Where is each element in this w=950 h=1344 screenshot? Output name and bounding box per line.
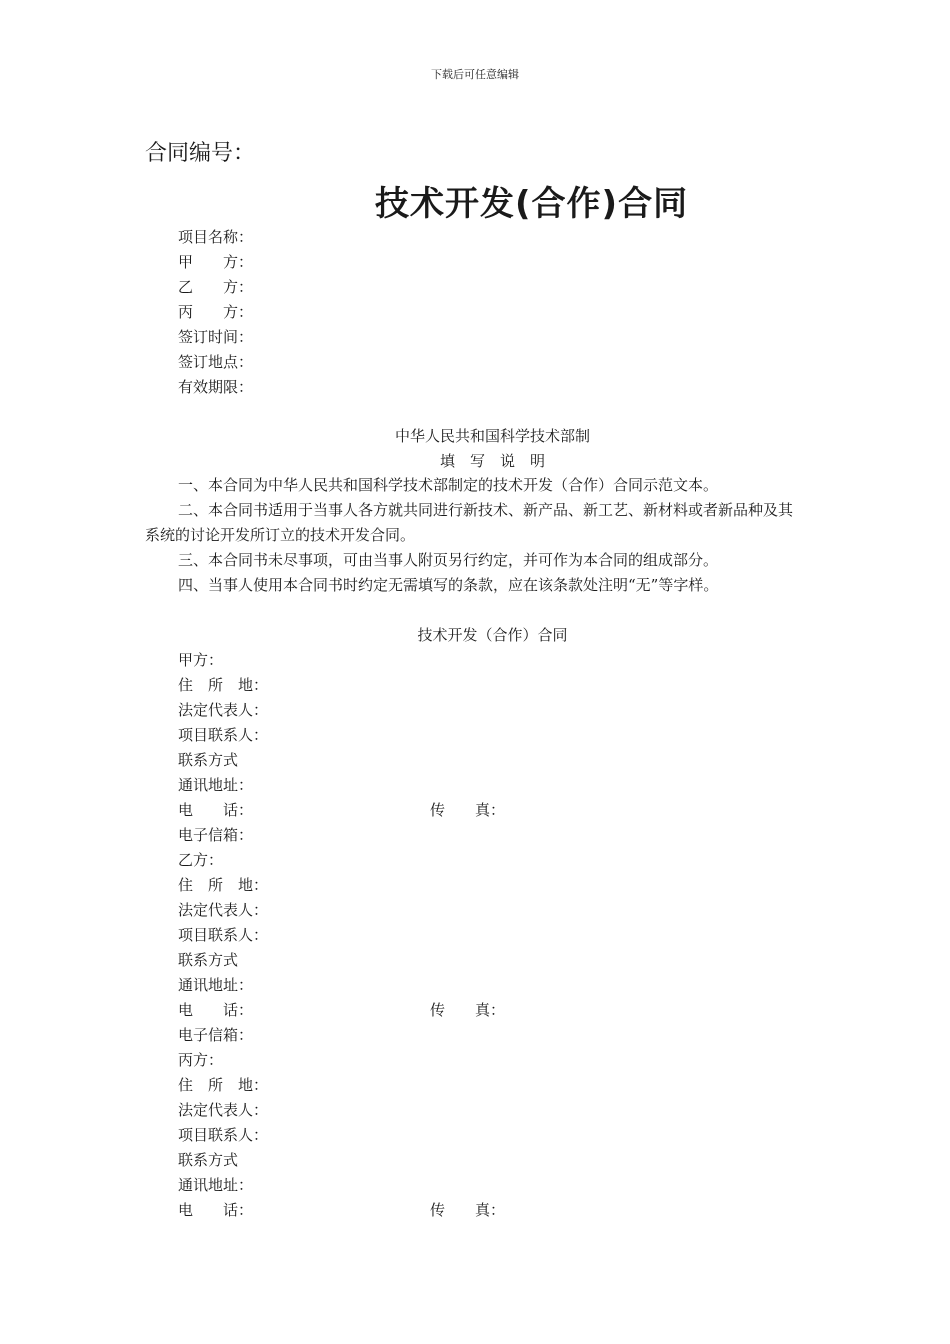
party-c-address: 住 所 地：: [178, 1076, 269, 1094]
party-b-fax: 传 真：: [430, 1001, 506, 1019]
party-a-fax: 传 真：: [430, 801, 506, 819]
party-b-phone: 电 话：: [178, 1001, 254, 1019]
party-a-contact-person: 项目联系人：: [178, 726, 269, 744]
party-c-phone: 电 话：: [178, 1201, 254, 1219]
party-b-contact-person: 项目联系人：: [178, 926, 269, 944]
party-a-address: 住 所 地：: [178, 676, 269, 694]
instruction-item: 一、本合同为中华人民共和国科学技术部制定的技术开发（合作）合同示范文本。: [178, 476, 719, 494]
party-a-name: 甲方：: [178, 651, 224, 669]
party-b-email: 电子信箱：: [178, 1026, 254, 1044]
cover-field-sign-place: 签订地点：: [178, 353, 254, 371]
instruction-item: 四、当事人使用本合同书时约定无需填写的条款，应在该条款处注明“无”等字样。: [178, 576, 719, 594]
cover-field-party-a: 甲 方：: [178, 253, 254, 271]
instruction-item: 二、本合同书适用于当事人各方就共同进行新技术、新产品、新工艺、新材料或者新品种及其系统的讨论开发所订立的技术开发合同。: [145, 501, 794, 544]
party-b-legal-rep: 法定代表人：: [178, 901, 269, 919]
party-b-name: 乙方：: [178, 851, 224, 869]
party-c-legal-rep: 法定代表人：: [178, 1101, 269, 1119]
contract-heading: 技术开发（合作）合同: [417, 626, 568, 644]
party-c-contact-person: 项目联系人：: [178, 1126, 269, 1144]
party-b-mail-address: 通讯地址：: [178, 976, 254, 994]
party-a-contact-method: 联系方式: [178, 751, 239, 769]
cover-field-sign-date: 签订时间：: [178, 328, 254, 346]
instructions-heading: 填 写 说 明: [439, 452, 545, 470]
party-a-legal-rep: 法定代表人：: [178, 701, 269, 719]
party-a-mail-address: 通讯地址：: [178, 776, 254, 794]
cover-field-validity: 有效期限：: [178, 378, 254, 396]
cover-field-party-c: 丙 方：: [178, 303, 254, 321]
party-a-phone: 电 话：: [178, 801, 254, 819]
party-a-email: 电子信箱：: [178, 826, 254, 844]
cover-field-party-b: 乙 方：: [178, 278, 254, 296]
document-title: 技术开发(合作)合同: [375, 184, 689, 224]
party-b-contact-method: 联系方式: [178, 951, 239, 969]
ministry-line: 中华人民共和国科学技术部制: [394, 427, 590, 445]
party-c-mail-address: 通讯地址：: [178, 1176, 254, 1194]
instruction-item: 三、本合同书未尽事项，可由当事人附页另行约定，并可作为本合同的组成部分。: [178, 551, 719, 569]
party-c-name: 丙方：: [178, 1051, 224, 1069]
page-header: 下载后可任意编辑: [431, 68, 519, 81]
contract-number-label: 合同编号：: [145, 141, 256, 166]
party-c-fax: 传 真：: [430, 1201, 506, 1219]
party-b-address: 住 所 地：: [178, 876, 269, 894]
party-c-contact-method: 联系方式: [178, 1151, 239, 1169]
cover-field-project-name: 项目名称：: [178, 228, 254, 246]
